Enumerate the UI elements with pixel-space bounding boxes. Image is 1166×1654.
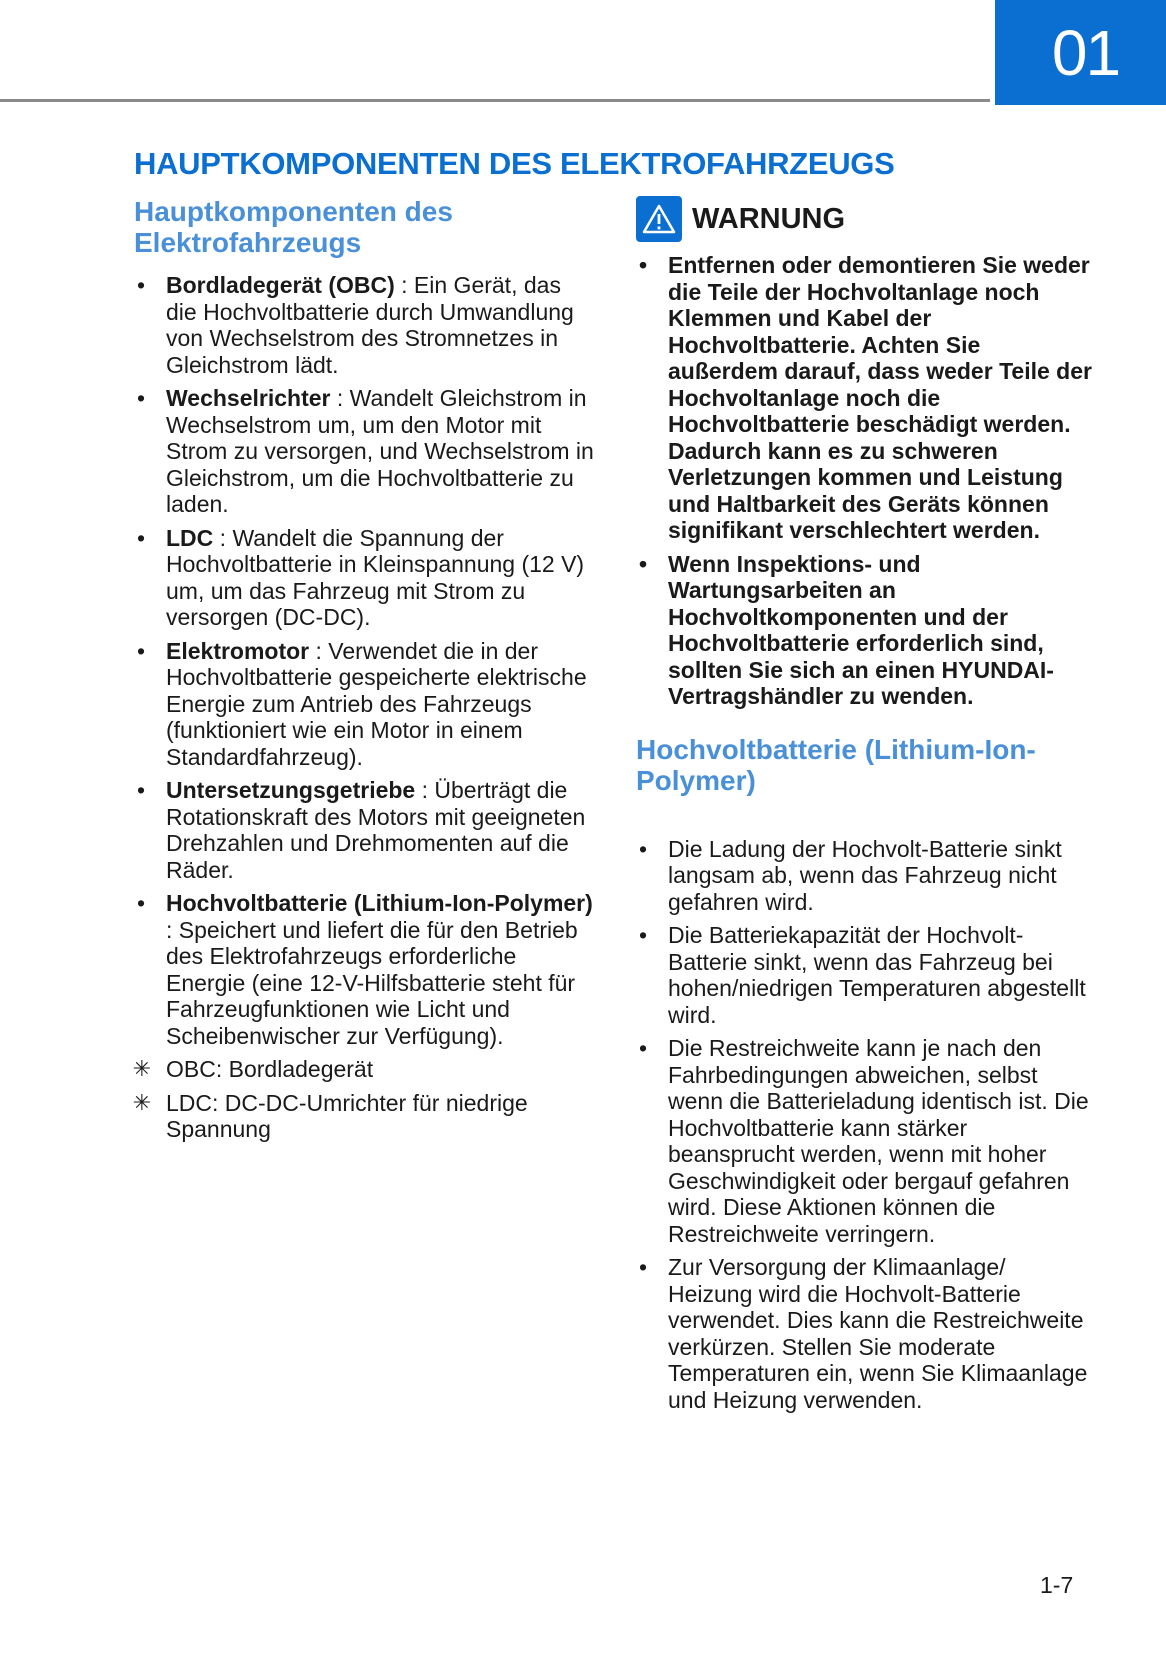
bullet-icon: • <box>638 922 648 948</box>
list-item <box>636 252 1096 544</box>
list-item <box>134 638 594 771</box>
item-text: : Wandelt Gleichstrom in Wechselstrom um, um den Motor mit Strom zu versorgen, und Wechselstrom in Gleichstrom, um die Hochvoltbatterie zu laden. <box>166 385 594 517</box>
asterisk-icon: ✳ <box>132 1056 152 1081</box>
item-text: : Ein Gerät, das die Hochvoltbatterie durch Umwandlung von Wechselstrom des Stromnetzes in Gleichstrom lädt. <box>166 272 574 378</box>
footnote-item <box>134 1056 594 1083</box>
item-term: Elektromotor <box>166 637 310 664</box>
list-item <box>636 1035 1096 1247</box>
page-title: HAUPTKOMPONENTEN DES ELEKTROFAHRZEUGS <box>134 146 895 181</box>
warning-list <box>636 252 1096 710</box>
bullet-icon: • <box>136 272 146 298</box>
bullet-icon: • <box>638 550 648 577</box>
list-item <box>134 525 594 631</box>
item-text: Die Ladung der Hochvolt-Batterie sinkt langsam ab, wenn das Fahrzeug nicht gefahren wird. <box>668 835 1062 915</box>
list-item <box>636 836 1096 916</box>
footnote-text: LDC: DC-DC-Umrichter für niedrige Spannung <box>166 1089 528 1142</box>
header-rule <box>0 99 990 102</box>
bullet-icon: • <box>136 890 146 916</box>
list-item <box>134 890 594 1049</box>
battery-list <box>636 836 1096 1414</box>
bullet-icon: • <box>638 1035 648 1061</box>
bullet-icon: • <box>136 524 146 551</box>
list-item <box>134 272 594 378</box>
list-item <box>636 922 1096 1028</box>
page-number: 1-7 <box>1040 1572 1074 1598</box>
warning-icon <box>636 196 682 242</box>
warning-text: Wenn Inspektions- und Wartungsarbeiten an Hochvoltkomponenten und der Hochvoltbatterie erforderlich sind, sollten Sie sich an einen HYUNDAI-Vertragshändler zu wenden. <box>668 550 1054 709</box>
chapter-tab: 01 <box>995 0 1166 105</box>
section-heading-battery: Hochvoltbatterie (Lithium-Ion-Polymer) <box>636 733 1036 796</box>
item-term: Bordladegerät (OBC) <box>166 272 395 298</box>
list-item <box>134 385 594 518</box>
bullet-icon: • <box>638 252 648 278</box>
item-text: Die Batteriekapazität der Hochvolt-Batterie sinkt, wenn das Fahrzeug bei hohen/niedrigen Temperaturen abgestellt wird. <box>668 922 1086 1028</box>
bullet-icon: • <box>136 637 146 664</box>
asterisk-icon: ✳ <box>132 1089 152 1115</box>
item-text: Zur Versorgung der Klimaanlage/ Heizung wird die Hochvolt-Batterie verwendet. Dies kann die Restreichweite verkürzen. Stellen Sie moderate Temperaturen ein, wenn Sie Klimaanlage und Heizung verwenden. <box>668 1254 1088 1413</box>
item-text: : Verwendet die in der Hochvoltbatterie gespeicherte elektrische Energie zum Antrieb des Fahrzeugs (funktioniert wie ein Motor in einem Standardfahrzeug). <box>166 637 587 770</box>
warning-header <box>636 196 1096 242</box>
footnote-item <box>134 1090 594 1143</box>
footnote-text: OBC: Bordladegerät <box>166 1056 374 1082</box>
item-term: Wechselrichter <box>166 385 331 411</box>
bullet-icon: • <box>136 385 146 411</box>
components-list <box>134 272 594 1143</box>
section-heading-components: Hauptkomponenten des Elektrofahrzeugs <box>134 196 453 258</box>
left-column <box>134 196 594 1150</box>
item-text: : Wandelt die Spannung der Hochvoltbatterie in Kleinspannung (12 V) um, um das Fahrzeug mit Strom zu versorgen (DC-DC). <box>166 524 585 630</box>
item-term: Untersetzungsgetriebe <box>166 777 416 803</box>
bullet-icon: • <box>136 777 146 803</box>
item-term: LDC <box>166 524 214 551</box>
bullet-icon: • <box>638 835 648 862</box>
list-item <box>134 777 594 883</box>
item-text: : Speichert und liefert die für den Betrieb des Elektrofahrzeugs erforderliche Energie (eine 12-V-Hilfsbatterie steht für Fahrzeugfunktionen wie Licht und Scheibenwischer zur Verfügung). <box>166 916 578 1049</box>
bullet-icon: • <box>638 1254 648 1280</box>
list-item <box>636 1254 1096 1413</box>
item-text: : Überträgt die Rotationskraft des Motors mit geeigneten Drehzahlen und Drehmomenten auf die Räder. <box>166 777 586 883</box>
right-column <box>636 196 1096 1420</box>
warning-label: WARNUNG <box>692 202 846 235</box>
item-text: Die Restreichweite kann je nach den Fahrbedingungen abweichen, selbst wenn die Batterieladung identisch ist. Die Hochvoltbatterie kann stärker beansprucht werden, wenn mit hoher Geschwindigkeit oder bergauf gefahren wird. Diese Aktionen können die Restreichweite verringern. <box>668 1035 1089 1247</box>
list-item <box>636 551 1096 710</box>
item-term: Hochvoltbatterie (Lithium-Ion-Polymer) <box>166 890 593 916</box>
warning-text: Entfernen oder demontieren Sie weder die Teile der Hochvoltanlage noch Klemmen und Kabel der Hochvoltbatterie. Achten Sie außerdem darauf, dass weder Teile der Hochvoltanlage noch die Hochvoltbatterie beschädigt werden. Dadurch kann es zu schweren Verletzungen kommen und Leistung und Haltbarkeit des Geräts können signifikant verschlechtert werden. <box>668 252 1092 543</box>
